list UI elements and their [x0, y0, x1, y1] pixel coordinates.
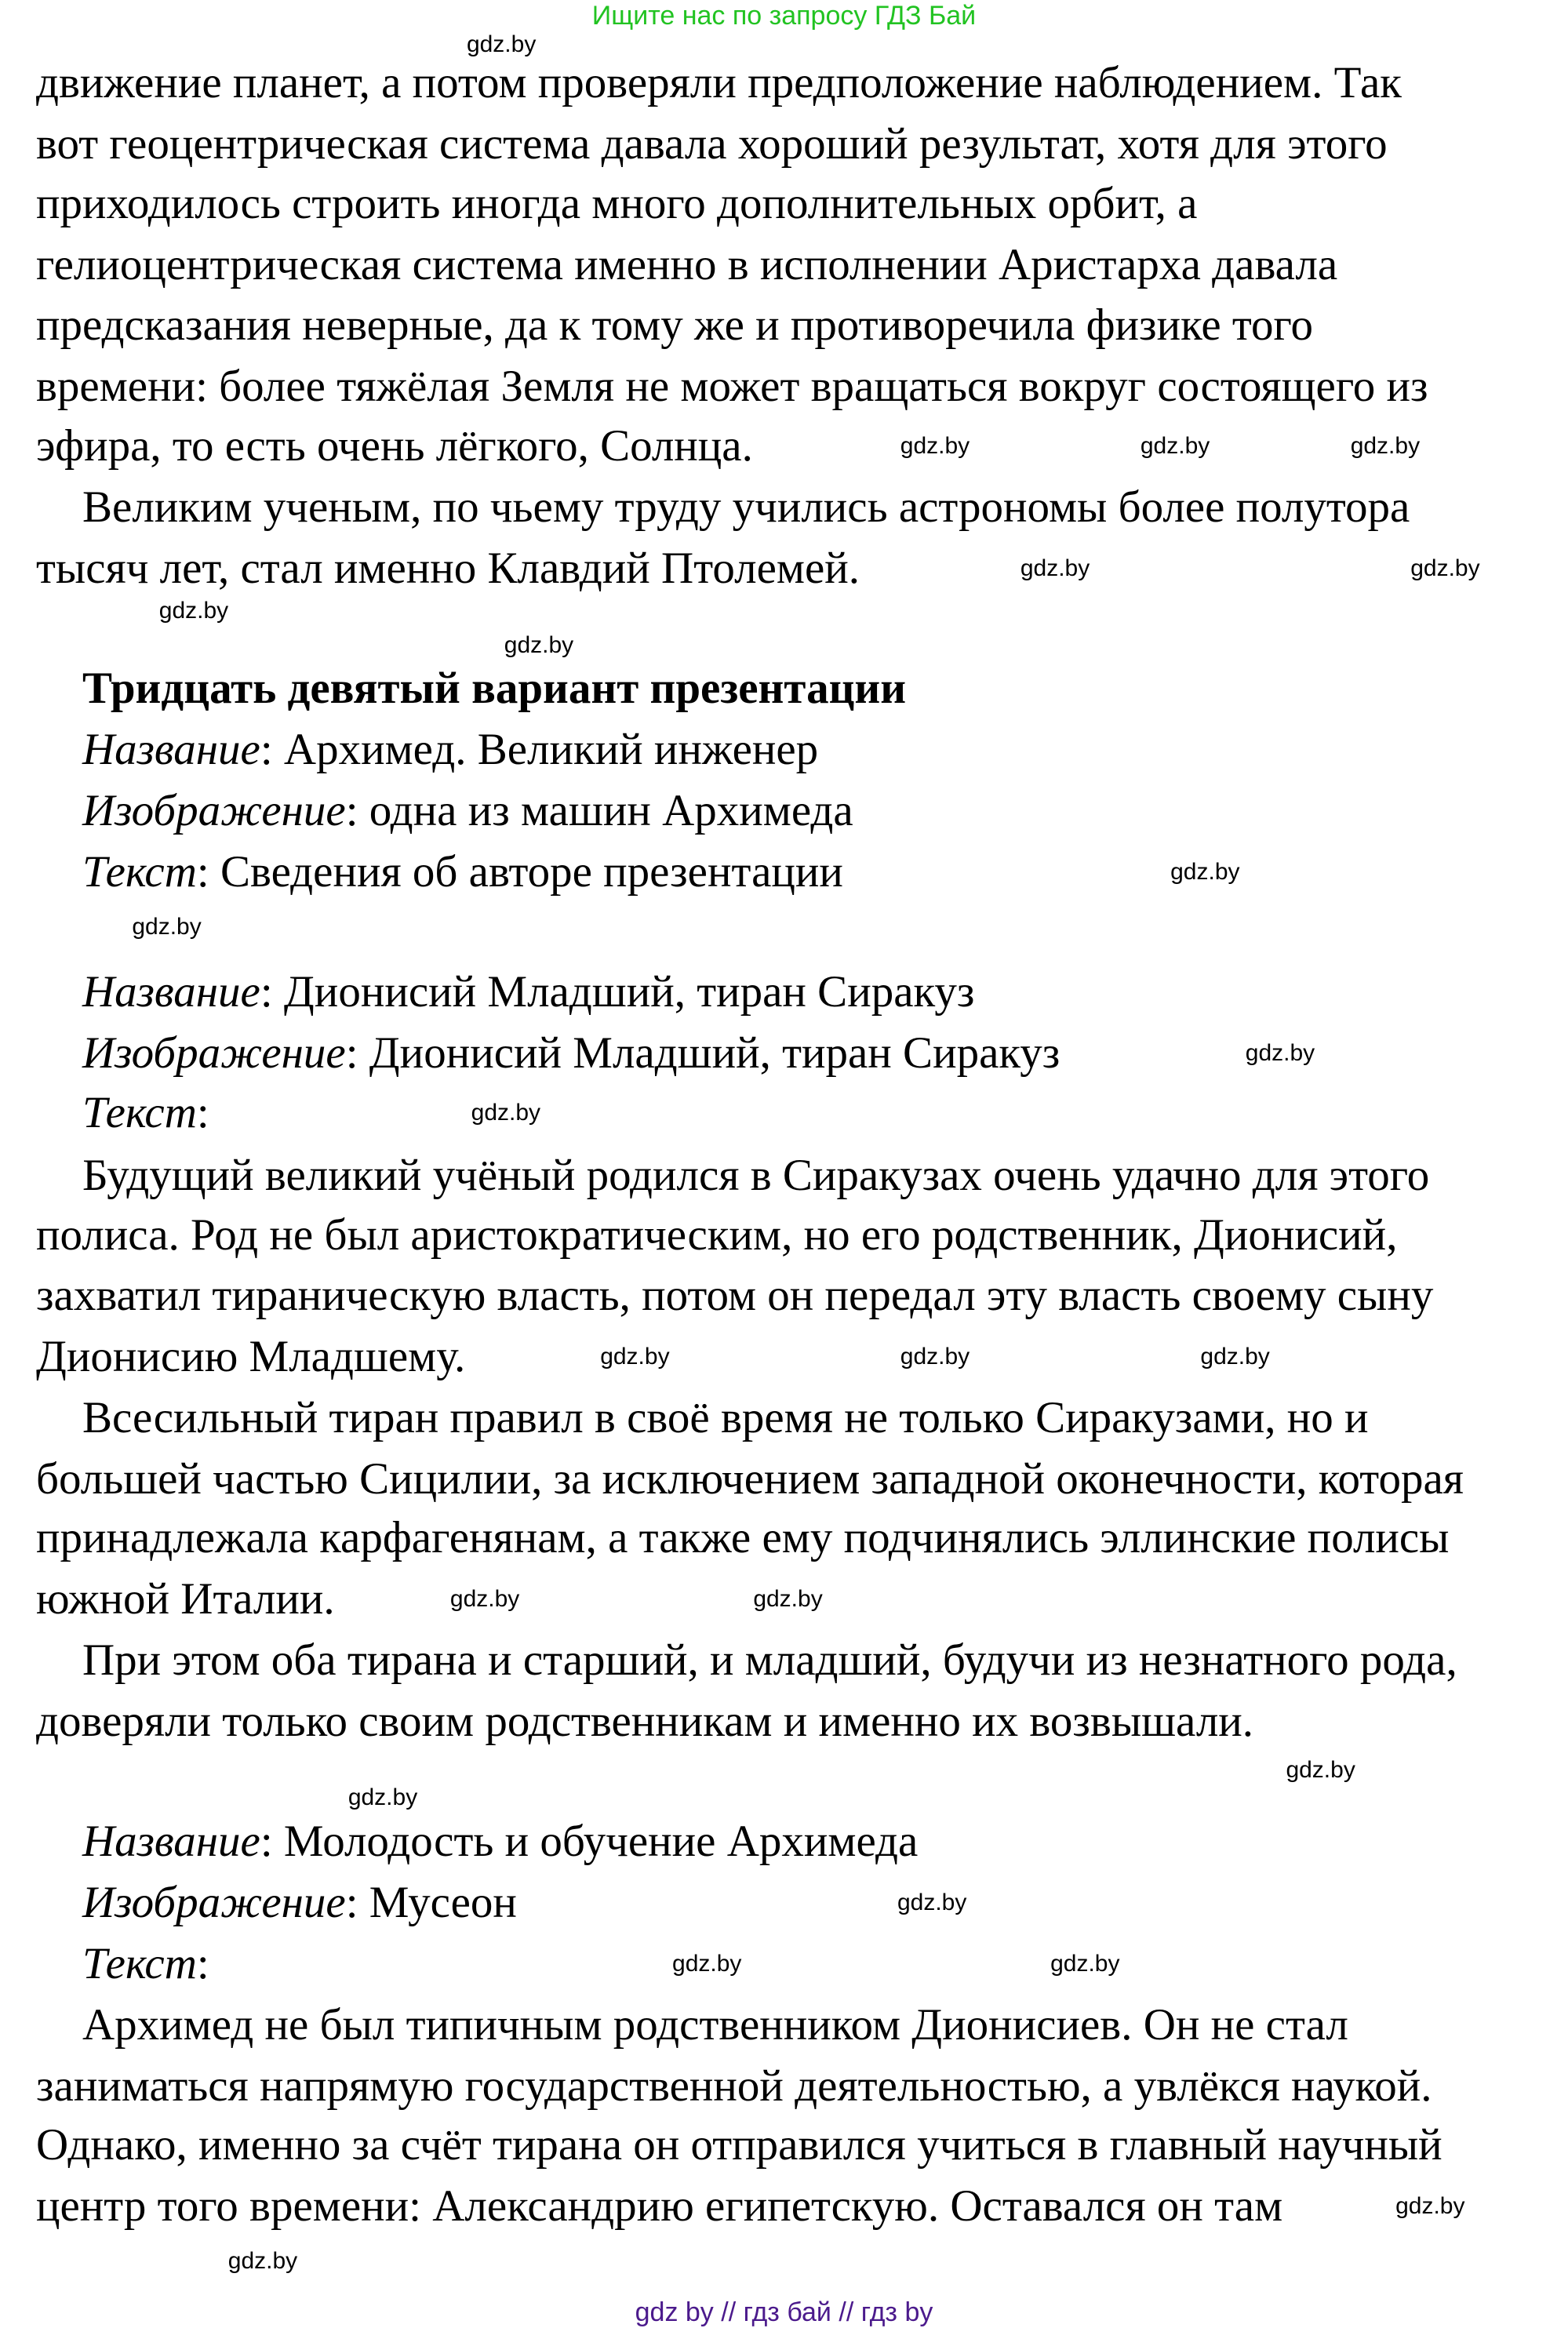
watermark-text: gdz.by [900, 1344, 970, 1370]
watermark-text: gdz.by [672, 1951, 742, 1977]
text-line [36, 1271, 1433, 1321]
field-label: Текст [82, 1087, 197, 1137]
watermark-text: gdz.by [158, 598, 229, 624]
text-segment: При этом оба тирана и старший, и младший, будучи из незнатного рода, [82, 1635, 1457, 1686]
text-line [36, 2181, 1282, 2232]
watermark-text: gdz.by [900, 433, 970, 459]
text-segment: Всесильный тиран правил в своё время не только Сиракузами, но и [82, 1392, 1369, 1442]
text-segment: предсказания неверные, да к тому же и противоречила физике того [36, 300, 1314, 351]
watermark-text: gdz.by [1410, 555, 1480, 581]
field-label: Изображение [82, 1878, 346, 1928]
text-line [82, 1939, 209, 1989]
text-segment: : Мусеон [345, 1878, 517, 1928]
field-label: Текст [82, 1939, 197, 1989]
text-segment: доверяли только своим родственникам и именно их возвышали. [36, 1696, 1254, 1746]
text-line [82, 482, 1410, 533]
field-label: Название [82, 1817, 260, 1867]
watermark-text: gdz.by [347, 1784, 418, 1810]
text-line [36, 2061, 1432, 2112]
watermark-text: gdz.by [1140, 433, 1210, 459]
text-line [36, 1574, 335, 1624]
text-line [82, 1088, 209, 1138]
field-label: Название [82, 725, 260, 775]
watermark-text: gdz.by [471, 1100, 541, 1126]
watermark-text: gdz.by [1200, 1344, 1270, 1370]
text-line [36, 2120, 1442, 2170]
text-segment: захватил тираническую власть, потом он передал эту власть своему сыну [36, 1271, 1434, 1321]
text-line [36, 1697, 1253, 1747]
text-segment: времени: более тяжёлая Земля не может вращаться вокруг состоящего из [36, 362, 1428, 412]
text-line [36, 119, 1388, 169]
text-segment: гелиоцентрическая система именно в исполнении Аристарха давала [36, 239, 1338, 289]
text-line [36, 1332, 465, 1382]
text-segment: движение планет, а потом проверяли предположение наблюдением. Так [36, 58, 1402, 108]
field-label: Изображение [82, 1028, 346, 1079]
text-segment: эфира, то есть очень лёгкого, Солнца. [36, 421, 753, 471]
search-banner[interactable]: Ищите нас по запросу ГДЗ Бай [591, 1, 977, 31]
text-segment: полиса. Род не был аристократическим, но его родственник, Дионисий, [36, 1209, 1398, 1260]
text-segment: Будущий великий учёный родился в Сиракузах очень удачно для этого [82, 1150, 1430, 1200]
text-line [82, 1817, 918, 1867]
watermark-text: gdz.by [1395, 2193, 1465, 2219]
text-segment: Однако, именно за счёт тирана он отправился учиться в главный научный [36, 2120, 1442, 2170]
text-segment: южной Италии. [36, 1574, 335, 1624]
text-segment: Архимед не был типичным родственником Дионисиев. Он не стал [82, 1999, 1348, 2050]
text-segment: заниматься напрямую государственной деятельностью, а увлёкся наукой. [36, 2061, 1432, 2111]
text-line [82, 2000, 1348, 2050]
text-line [36, 1210, 1397, 1260]
text-line [82, 725, 818, 775]
watermark-text: gdz.by [504, 632, 574, 658]
text-line [36, 362, 1428, 412]
text-line [82, 1878, 517, 1928]
text-line [36, 544, 860, 594]
text-line [82, 786, 853, 836]
text-line [36, 1513, 1449, 1563]
watermark-text: gdz.by [897, 1890, 967, 1915]
text-segment: : [196, 1939, 209, 1989]
text-segment: принадлежала карфагенянам, а также ему подчинялись эллинские полисы [36, 1513, 1450, 1563]
text-segment: : Архимед. Великий инженер [260, 725, 819, 775]
text-segment: Тридцать девятый вариант презентации [82, 664, 907, 714]
watermark-text: gdz.by [1245, 1040, 1315, 1066]
text-line [36, 58, 1402, 108]
text-line [36, 421, 753, 471]
text-segment: Великим ученым, по чьему труду учились астрономы более полутора [82, 482, 1410, 532]
text-line [36, 179, 1197, 229]
text-segment: : Дионисий Младший, тиран Сиракуз [345, 1028, 1060, 1079]
text-segment: вот геоцентрическая система давала хороший результат, хотя для этого [36, 119, 1388, 169]
watermark-text: gdz.by [466, 31, 537, 57]
field-label: Текст [82, 846, 197, 897]
text-segment: центр того времени: Александрию египетскую. Оставался он там [36, 2181, 1283, 2232]
watermark-text: gdz.by [1050, 1951, 1120, 1977]
watermark-text: gdz.by [227, 2248, 298, 2274]
text-line [82, 1028, 1060, 1079]
watermark-text: gdz.by [1350, 433, 1421, 459]
text-segment: : Молодость и обучение Архимеда [260, 1817, 919, 1867]
text-segment: большей частью Сицилии, за исключением западной оконечности, которая [36, 1453, 1464, 1504]
watermark-text: gdz.by [132, 914, 202, 940]
footer-links[interactable]: gdz by // гдз бай // гдз by [635, 2297, 933, 2327]
text-segment: тысяч лет, стал именно Клавдий Птолемей. [36, 543, 860, 593]
text-segment: : Сведения об авторе презентации [196, 846, 843, 897]
text-line [36, 300, 1313, 351]
watermark-text: gdz.by [1170, 859, 1240, 885]
text-line [82, 967, 974, 1017]
watermark-text: gdz.by [449, 1586, 520, 1612]
text-line [82, 1393, 1369, 1443]
field-label: Изображение [82, 785, 346, 835]
watermark-text: gdz.by [1286, 1757, 1355, 1783]
text-segment: приходилось строить иногда много дополнительных орбит, а [36, 178, 1198, 228]
text-segment: : [196, 1087, 209, 1137]
watermark-text: gdz.by [600, 1344, 670, 1370]
text-line [82, 1151, 1429, 1201]
text-line [36, 240, 1337, 290]
text-line [36, 1454, 1464, 1504]
text-segment: Дионисию Младшему. [36, 1332, 466, 1382]
watermark-text: gdz.by [753, 1586, 823, 1612]
text-segment: : одна из машин Архимеда [345, 785, 853, 835]
section-heading [82, 664, 906, 714]
watermark-text: gdz.by [1020, 555, 1090, 581]
text-segment: : Дионисий Младший, тиран Сиракуз [260, 967, 975, 1017]
field-label: Название [82, 967, 260, 1017]
text-line [82, 1635, 1457, 1686]
text-line [82, 847, 843, 897]
